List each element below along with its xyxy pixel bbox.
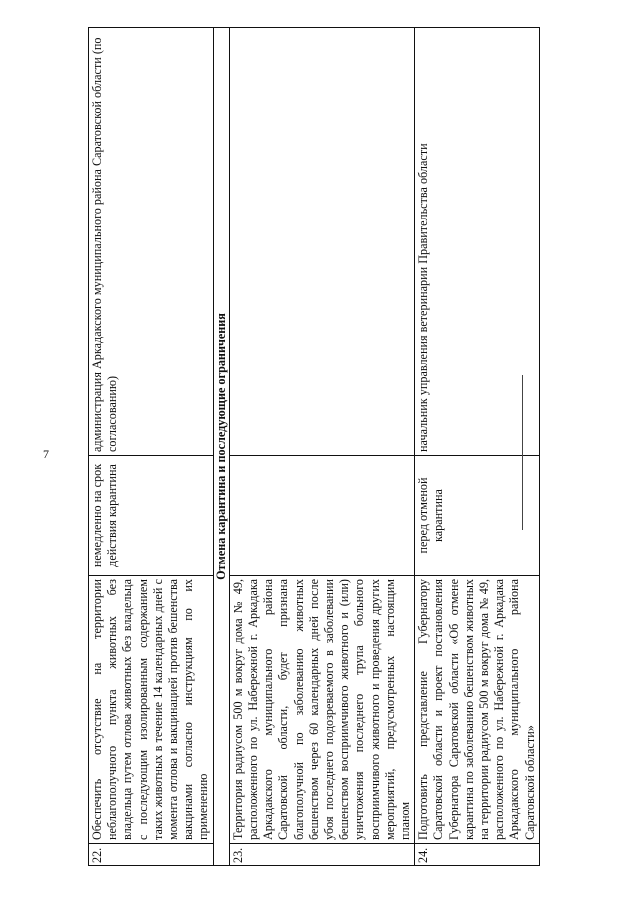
row-number: 23.: [229, 844, 414, 866]
measure-text: Подготовить представление Губернатору Саратовской области и проект постановления Губернатора Саратовской области «Об отмене карантина по заболеванию бешенством животных на территории радиусом 500 м вокруг дома № 49, расположенного по ул. Набережной г. Аркадака Аркадакского муниципального района Саратовской области»: [415, 576, 540, 844]
responsible-cell: администрация Аркадакского муниципального района Саратовской области (по согласованию): [89, 28, 214, 456]
rotated-table-container: [88, 28, 537, 866]
row-number: 22.: [89, 844, 214, 866]
section-heading-row: [213, 28, 229, 866]
end-of-document-line: [522, 375, 523, 530]
measures-table: [88, 27, 540, 866]
responsible-cell: [229, 28, 414, 456]
table-row: [89, 28, 214, 866]
term-cell: немедленно на срок действия карантина: [89, 456, 214, 576]
measure-text: Территория радиусом 500 м вокруг дома № 49, расположенного по ул. Набережной г. Аркадака Аркадакского муниципального района Саратовской области, будет признана благополучной по заболеванию животных бешенством через 60 календарных дней после убоя последнего подозреваемого в заболевании бешенством восприимчивого животного и (или) уничтожения последнего трупа больного восприимчивого животного и проведения других мероприятий, предусмотренных настоящим планом: [229, 576, 414, 844]
term-cell: перед отменой карантина: [415, 456, 540, 576]
table-row: [229, 28, 414, 866]
table-row: [415, 28, 540, 866]
responsible-cell: начальник управления ветеринарии Правительства области: [415, 28, 540, 456]
page-number: 7: [43, 447, 49, 461]
measure-text: Обеспечить отсутствие на территории неблагополучного пункта животных без владельца путем отлова животных без владельца с последующим изолированным содержанием таких животных в течение 14 календарных дней с момента отлова и вакцинацией против бешенства вакцинами согласно инструкциям по их применению: [89, 576, 214, 844]
section-heading: Отмена карантина и последующие ограничения: [213, 28, 229, 866]
term-cell: [229, 456, 414, 576]
row-number: 24.: [415, 844, 540, 866]
